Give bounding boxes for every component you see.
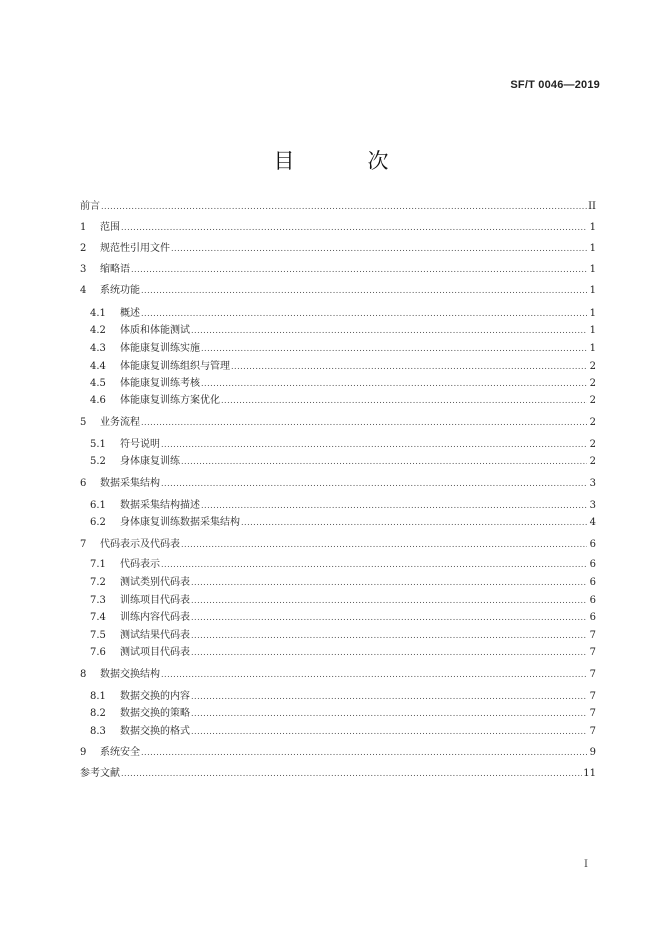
- toc-entry[interactable]: [80, 376, 596, 392]
- toc-entry[interactable]: [80, 557, 596, 573]
- toc-entry-number: 5: [80, 417, 87, 428]
- toc-entry-page: 1: [589, 243, 596, 254]
- toc-entry-page: 2: [589, 378, 596, 389]
- toc-entry-label: 身体康复训练: [120, 456, 180, 467]
- toc-entry-label: 数据交换的策略: [120, 708, 190, 719]
- toc-entry-page: 3: [589, 478, 596, 489]
- toc-leader-dots: [191, 610, 587, 626]
- toc-entry-number: 8.1: [90, 691, 106, 702]
- toc-entry-label: 规范性引用文件: [100, 243, 170, 254]
- toc-entry-label: 数据采集结构: [100, 478, 160, 489]
- toc-entry-page: 1: [589, 325, 596, 336]
- toc-leader-dots: [191, 628, 587, 644]
- toc-entry-number: 5.1: [90, 439, 106, 450]
- toc-entry[interactable]: [80, 454, 596, 470]
- toc-entry[interactable]: [80, 262, 596, 278]
- toc-entry-number: 7.3: [90, 595, 106, 606]
- toc-entry-label: 身体康复训练数据采集结构: [120, 517, 240, 528]
- toc-entry[interactable]: [80, 745, 596, 761]
- toc-entry-label: 代码表示及代码表: [100, 539, 180, 550]
- toc-entry-number: 6.2: [90, 517, 106, 528]
- toc-leader-dots: [141, 415, 587, 431]
- toc-entry-number: 4.6: [90, 395, 106, 406]
- toc-entry-page: 7: [589, 647, 596, 658]
- toc-entry-number: 6: [80, 478, 87, 489]
- toc-entry-label: 测试项目代码表: [120, 647, 190, 658]
- toc-entry-label: 训练项目代码表: [120, 595, 190, 606]
- toc-leader-dots: [241, 515, 587, 531]
- toc-entry-page: 7: [589, 708, 596, 719]
- toc-entry[interactable]: [80, 593, 596, 609]
- toc-leader-dots: [221, 393, 587, 409]
- toc-leader-dots: [191, 724, 587, 740]
- toc-entry-label: 前言: [80, 201, 100, 212]
- toc-leader-dots: [101, 199, 587, 215]
- toc-entry-number: 3: [80, 264, 87, 275]
- toc-entry[interactable]: [80, 610, 596, 626]
- toc-entry[interactable]: [80, 415, 596, 431]
- toc-entry-page: 2: [589, 439, 596, 450]
- toc-leader-dots: [141, 306, 587, 322]
- toc-entry[interactable]: [80, 241, 596, 257]
- toc-entry-number: 4: [80, 285, 87, 296]
- toc-entry[interactable]: [80, 220, 596, 236]
- toc-leader-dots: [121, 766, 582, 782]
- toc-entry[interactable]: [80, 645, 596, 661]
- toc-leader-dots: [141, 745, 587, 761]
- toc-entry-number: 7.2: [90, 577, 106, 588]
- toc-entry-label: 符号说明: [120, 439, 160, 450]
- toc-leader-dots: [161, 667, 587, 683]
- toc-entry[interactable]: [80, 476, 596, 492]
- toc-entry-page: 6: [589, 539, 596, 550]
- toc-entry-label: 概述: [120, 308, 140, 319]
- toc-entry-label: 测试结果代码表: [120, 630, 190, 641]
- toc-entry-page: 2: [589, 395, 596, 406]
- toc-entry-label: 系统功能: [100, 285, 140, 296]
- toc-entry-label: 体能康复训练考核: [120, 378, 200, 389]
- toc-entry-label: 体能康复训练组织与管理: [120, 361, 230, 372]
- toc-entry[interactable]: [80, 575, 596, 591]
- toc-entry-number: 5.2: [90, 456, 106, 467]
- toc-entry-page: 11: [583, 768, 596, 779]
- toc-entry-number: 4.3: [90, 343, 106, 354]
- toc-leader-dots: [161, 437, 587, 453]
- toc-leader-dots: [191, 706, 587, 722]
- toc-entry-label: 范围: [100, 222, 120, 233]
- toc-entry-page: 7: [589, 669, 596, 680]
- toc-entry[interactable]: [80, 393, 596, 409]
- toc-entry[interactable]: [80, 628, 596, 644]
- toc-entry-page: 1: [589, 308, 596, 319]
- toc-entry-label: 业务流程: [100, 417, 140, 428]
- toc-leader-dots: [191, 645, 587, 661]
- toc-entry-page: 1: [589, 343, 596, 354]
- toc-entry-label: 代码表示: [120, 559, 160, 570]
- toc-leader-dots: [191, 689, 587, 705]
- toc-entry-page: 1: [589, 264, 596, 275]
- toc-entry[interactable]: [80, 306, 596, 322]
- toc-leader-dots: [201, 376, 587, 392]
- toc-leader-dots: [131, 262, 587, 278]
- toc-entry[interactable]: [80, 199, 596, 215]
- toc-entry-page: 2: [589, 456, 596, 467]
- toc-entry-label: 缩略语: [100, 264, 130, 275]
- toc-entry[interactable]: [80, 766, 596, 782]
- toc-leader-dots: [191, 575, 587, 591]
- standard-code: SF/T 0046—2019: [510, 79, 600, 91]
- toc-entry[interactable]: [80, 341, 596, 357]
- toc-entry-page: 7: [589, 691, 596, 702]
- toc-entry-page: 6: [589, 612, 596, 623]
- toc-entry-label: 参考文献: [80, 768, 120, 779]
- toc-entry[interactable]: [80, 724, 596, 740]
- toc-entry-number: 7.6: [90, 647, 106, 658]
- toc-leader-dots: [191, 323, 587, 339]
- toc-entry-page: 6: [589, 577, 596, 588]
- toc-entry-number: 8: [80, 669, 87, 680]
- toc-entry-number: 7: [80, 539, 87, 550]
- toc-leader-dots: [231, 359, 587, 375]
- toc-entry[interactable]: [80, 689, 596, 705]
- toc-entry-page: 1: [589, 222, 596, 233]
- toc-leader-dots: [181, 537, 587, 553]
- toc-leader-dots: [121, 220, 587, 236]
- toc-entry-number: 4.2: [90, 325, 106, 336]
- toc-entry-label: 数据采集结构描述: [120, 500, 200, 511]
- toc-leader-dots: [161, 476, 587, 492]
- toc-entry-page: 9: [589, 747, 596, 758]
- toc-entry-page: 2: [589, 417, 596, 428]
- toc-entry-number: 9: [80, 747, 87, 758]
- toc-entry-label: 系统安全: [100, 747, 140, 758]
- toc-entry[interactable]: [80, 515, 596, 531]
- toc-leader-dots: [141, 283, 587, 299]
- toc-entry-page: 3: [589, 500, 596, 511]
- toc-leader-dots: [201, 341, 587, 357]
- toc-entry-number: 4.4: [90, 361, 106, 372]
- toc-entry[interactable]: [80, 437, 596, 453]
- toc-entry-number: 7.1: [90, 559, 106, 570]
- toc-entry[interactable]: [80, 537, 596, 553]
- toc-entry-page: 6: [589, 559, 596, 570]
- toc-entry-number: 8.2: [90, 708, 106, 719]
- toc-entry[interactable]: [80, 283, 596, 299]
- toc-leader-dots: [161, 557, 587, 573]
- toc-entry-label: 体能康复训练实施: [120, 343, 200, 354]
- toc-entry[interactable]: [80, 667, 596, 683]
- toc-entry-number: 7.5: [90, 630, 106, 641]
- toc-entry[interactable]: [80, 323, 596, 339]
- toc-entry-page: 7: [589, 726, 596, 737]
- toc-entry-label: 数据交换的格式: [120, 726, 190, 737]
- toc-leader-dots: [201, 498, 587, 514]
- toc-entry-page: 4: [589, 517, 596, 528]
- toc-entry-page: 7: [589, 630, 596, 641]
- toc-entry[interactable]: [80, 498, 596, 514]
- toc-leader-dots: [191, 593, 587, 609]
- toc-entry-label: 测试类别代码表: [120, 577, 190, 588]
- toc-entry-page: 2: [589, 361, 596, 372]
- toc-entry-page: II: [588, 201, 596, 212]
- toc-entry[interactable]: [80, 706, 596, 722]
- page-title: 目 次: [273, 149, 415, 173]
- toc-leader-dots: [181, 454, 587, 470]
- toc-entry-number: 4.1: [90, 308, 106, 319]
- toc-leader-dots: [171, 241, 587, 257]
- toc-entry-number: 8.3: [90, 726, 106, 737]
- toc-entry-label: 数据交换结构: [100, 669, 160, 680]
- toc-entry-page: 1: [589, 285, 596, 296]
- toc-entry-page: 6: [589, 595, 596, 606]
- page-number: I: [584, 859, 588, 870]
- toc-entry-label: 体能康复训练方案优化: [120, 395, 220, 406]
- toc-entry-label: 体质和体能测试: [120, 325, 190, 336]
- toc-entry-number: 6.1: [90, 500, 106, 511]
- toc-entry-number: 4.5: [90, 378, 106, 389]
- toc-entry-number: 2: [80, 243, 87, 254]
- toc-entry-number: 1: [80, 222, 87, 233]
- toc-entry-label: 训练内容代码表: [120, 612, 190, 623]
- toc-entry-number: 7.4: [90, 612, 106, 623]
- toc-entry[interactable]: [80, 359, 596, 375]
- toc-entry-label: 数据交换的内容: [120, 691, 190, 702]
